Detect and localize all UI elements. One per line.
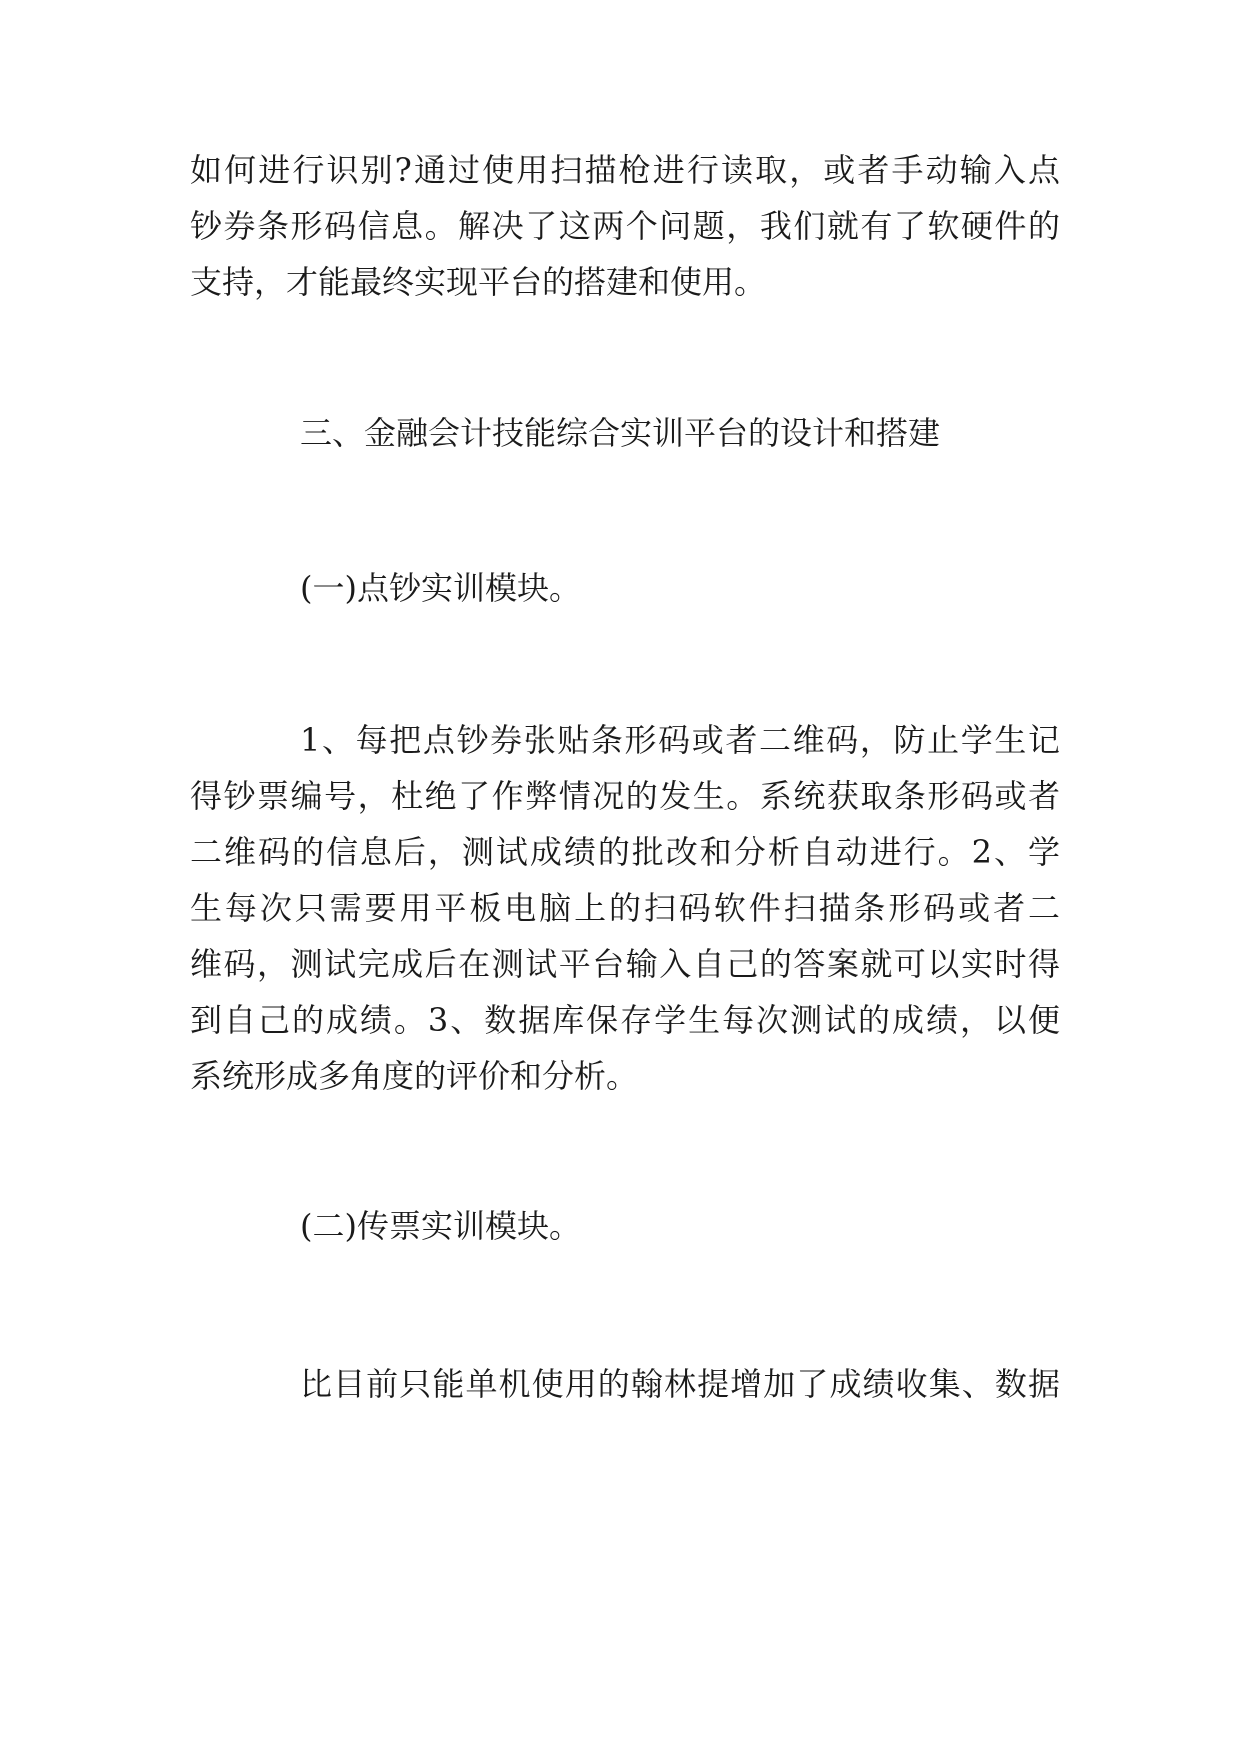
paragraph-line: 如何进行识别?通过使用扫描枪进行读取，或者手动输入点 (190, 151, 1060, 189)
paragraph-line: 1、每把点钞券张贴条形码或者二维码，防止学生记 (300, 721, 1060, 759)
subsection-heading: (二)传票实训模块。 (300, 1207, 581, 1245)
paragraph-line: 钞券条形码信息。解决了这两个问题，我们就有了软硬件的 (190, 207, 1060, 245)
paragraph-line: 二维码的信息后，测试成绩的批改和分析自动进行。2、学 (190, 833, 1060, 871)
section-heading: 三、金融会计技能综合实训平台的设计和搭建 (300, 414, 941, 452)
paragraph-line: 系统形成多角度的评价和分析。 (190, 1057, 639, 1095)
paragraph-line: 到自己的成绩。3、数据库保存学生每次测试的成绩，以便 (190, 1001, 1060, 1039)
paragraph-line: 支持，才能最终实现平台的搭建和使用。 (190, 263, 767, 301)
paragraph-line: 维码，测试完成后在测试平台输入自己的答案就可以实时得 (190, 945, 1060, 983)
paragraph-line: 得钞票编号，杜绝了作弊情况的发生。系统获取条形码或者 (190, 777, 1060, 815)
paragraph-line: 比目前只能单机使用的翰林提增加了成绩收集、数据 (300, 1365, 1060, 1403)
subsection-heading: (一)点钞实训模块。 (300, 569, 581, 607)
paragraph-line: 生每次只需要用平板电脑上的扫码软件扫描条形码或者二 (190, 889, 1060, 927)
